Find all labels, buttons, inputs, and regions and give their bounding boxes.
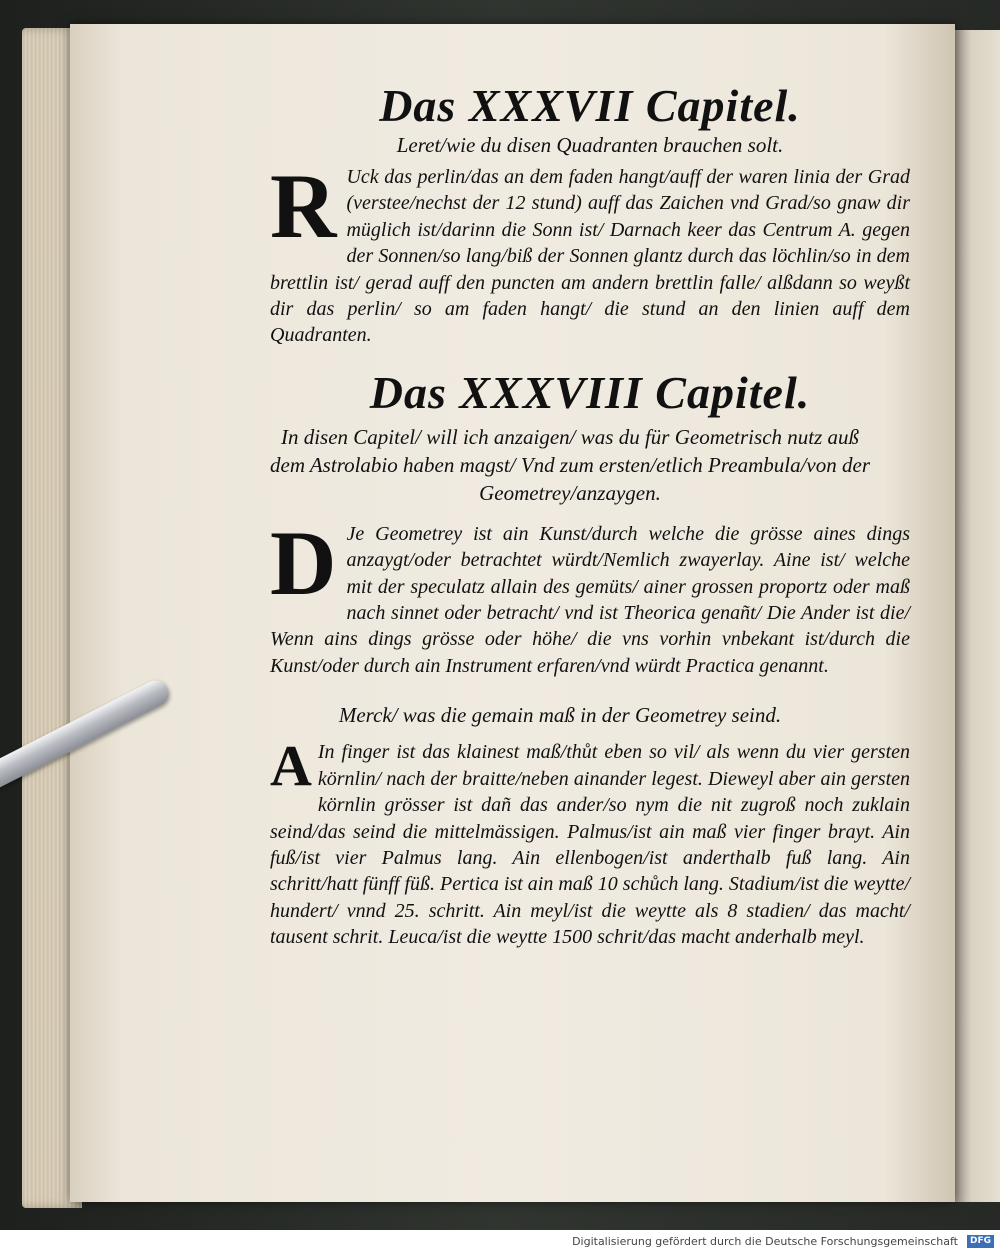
measures-text: In finger ist das klainest maß/thůt eben so vil/ als wenn du vier gersten körnlin/ nach der braitte/neben ainander legest. Dieweyl aber ain gersten körnlin grösser ist dañ das ander/so nym die nit zugroß noch zuklain seind/das seind die mittelmässigen. Palmus/ist ain maß vier finger brayt. Ain fuß/ist vier Palmus lang. Ain ellenbogen/ist anderthalb fuß lang. Ain schritt/hatt fünff füß. Pertica ist ain maß 10 schůch lang. Stadium/ist die weytte/ hundert/ vnnd 25. schritt. Ain meyl/ist die weytte als 8 stadien/ das macht/ tausent schrit. Leuca/ist die weytte 1500 schrit/das macht anderhalb meyl. [270, 741, 910, 949]
chapter-37-heading: Das XXXVII Capitel. [379, 80, 801, 131]
chapter-38-paragraph [270, 511, 910, 679]
facing-page-edge [955, 30, 1000, 1202]
chapter-38-text: Je Geometrey ist ain Kunst/durch welche die grösse aines dings anzaygt/oder betrachtet würdt/Nemlich zwayerlay. Aine ist/ welche mit der speculatz allain des gemüts/ ainer grossen proportz oder maß nach sinnet oder betracht/ vnd ist Theorica genañt/ Die Ander ist die/ Wenn ains dings grösse oder höhe/ die vns vorhin vnbekant ist/durch die Kunst/oder durch ain Instrument erfaren/vnd würdt Practica genannt. [270, 522, 910, 677]
footer-credit: Digitalisierung gefördert durch die Deutsche Forschungsgemeinschaft [572, 1235, 958, 1248]
measures-paragraph [270, 733, 910, 950]
dfg-logo-icon: DFG [967, 1235, 994, 1248]
chapter-38-heading: Das XXXVIII Capitel. [369, 366, 811, 418]
chapter-38-initial: D [270, 511, 337, 614]
chapter-38-note: Merck/ was die gemain maß in der Geometrey seind. [338, 703, 782, 728]
chapter-38-intro: In disen Capitel/ will ich anzaigen/ was du für Geometrisch nutz auß dem Astrolabio haben magst/ Vnd zum ersten/etlich Preambula/von der Geometrey/anzaygen. [270, 424, 870, 505]
chapter-37-subheading: Leret/wie du disen Quadranten brauchen solt. [396, 133, 784, 157]
chapter-37-initial: R [270, 155, 337, 257]
chapter-37-paragraph [270, 155, 910, 349]
measures-initial: A [270, 733, 312, 799]
page-text-block [270, 80, 910, 951]
chapter-37-text: Uck das perlin/das an dem faden hangt/auff der waren linia der Grad (verstee/nechst der 12 stund) auff das Zaichen vnd Grad/so gnaw dir müglich ist/darinn die Sonn ist/ Darnach keer das Centrum A. gegen der Sonnen/so lang/biß der Sonnen glantz durch das löchlin/so in dem brettlin ist/ gerad auff den puncten am andern brettlin falle/ alßdann so weyßt dir das perlin/ so am faden hangt/ die stund an den linien auff dem Quadranten. [270, 166, 910, 347]
footer-bar [0, 1230, 1000, 1253]
